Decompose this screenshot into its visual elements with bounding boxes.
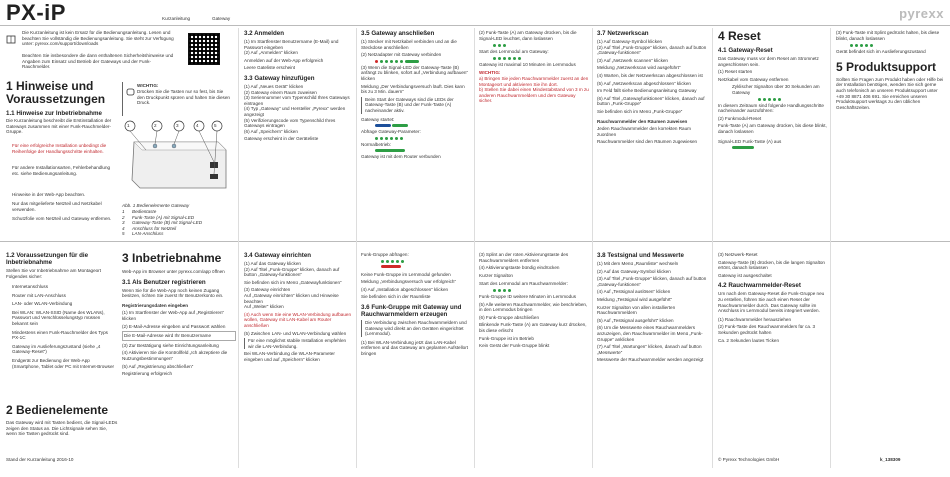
req-item: Gateway im Auslieferungszustand (siehe „4 Gateway-Reset“) <box>12 343 101 355</box>
req-item: Endgerät zur Bedienung der Web-App (Smartphone, Tablet oder PC mit Internet-Browser <box>12 357 115 369</box>
footer-left: Stand der Kurzanleitung 2016-10 <box>6 457 74 462</box>
col-4-top: (2) Funk-Taste (A) am Gateway drücken, bis die Signal-LED leuchtet, dann loslassen Start des Lernmodul am Gateway: Gateway ist maximal 10 Minuten im Lernmodus WICHTIG: a) Bringen Sie jeden Rauchwarnmelder zuerst an den Montageort und aktivieren Sie ihn dort. b) Stellen Sie dabei einen Mindestabstand von 3 m zu anderen Rauchwarnmeldern und dem Gateway sicher. <box>479 30 589 104</box>
bullet-power-supply: Nur das mitgelieferte Netzteil und Netzkabel verwenden. <box>12 201 102 212</box>
req-item: Mindestens einen Funk-Rauchmelder des Typs PX-1C <box>12 329 108 341</box>
doc-id: k_138309 <box>880 457 901 462</box>
section-1-1-title: 1.1 Hinweise zur Inbetriebnahme <box>6 110 102 117</box>
section-5-title: 5 Produktsupport <box>836 59 937 74</box>
doc-title: PX-iP <box>6 0 66 25</box>
req-item: Bei WLAN: WLAN-SSID (Name des WLANs), Passwort und Verschlüsselungstyp müssen bekannt sein <box>12 309 105 326</box>
section-2-text: Das Gateway wird mit Tasten bedient, die Signal-LEDs zeigen den Status an. Die Lichtsignale sehen Sie, wenn Sie Tasten gedrückt sind. <box>6 420 118 437</box>
webapp-bullet: Web-App im Browser unter pyrexx.com/app öffnen <box>122 269 225 274</box>
led-pattern-reset <box>758 98 828 101</box>
section-3-8-title: 3.8 Testsignal und Messwerte <box>597 252 684 259</box>
section-3-title: 3 Inbetriebnahme <box>122 251 222 265</box>
col-1b-right: 3 Inbetriebnahme Web-App im Browser unter pyrexx.com/app öffnen 3.1 Als Benutzer registrieren Wenn Sie für die Web-App noch keinen Zugang besitzen, richten Sie zuerst Ihr Benutzerkonto ein. Registrierungsdaten eingeben (1) Im Startfenster der Web-App auf „Registrieren“ klicken (2) E-Mail-Adresse eingeben und Passwort wählen Die E-Mail-Adresse wird Ihr Benutzername (3) Zur Bestätigung siehe Einrichtungsanleitung (4) Aktivieren Sie die Kontrollfeld „Ich akzeptiere die Nutzungsbestimmungen“ (5) Auf „Registrierung abschließen“ Registrierung erfolgreich <box>122 252 236 377</box>
req-item: Router mit LAN-Anschluss <box>12 292 66 298</box>
col-6-top: 4 Reset 4.1 Gateway-Reset Das Gateway muss vor dem Reset am Stromnetz angeschlossen sein. (1) Reset starten Netzkabel vom Gateway entfernen Zyklischer Signalton über 30 Sekunden am Gateway In diesem Zeitraum sind folgende Handlungsschritte nacheinander auszuführen: (2) Funkmodul-Reset Funk-Taste (A) am Gateway drücken, bis diese blinkt, danach loslassen Signal-LED Funk-Taste (A) aus <box>718 30 828 151</box>
bullet-protective-film: Schutzfolie vom Netzteil und Gateway entfernen. <box>12 216 112 221</box>
pyrexx-logo: pyrexx <box>899 6 944 21</box>
section-3-4-title: 3.4 Gateway einrichten <box>244 252 312 259</box>
col-3-top: 3.5 Gateway anschließen (1) Stecker mit Netzkabel verbinden und an die Steckdose anschließen (2) Netzadapter mit Gateway verbinden (3) Wenn die Signal-LED der Gateway-Taste (B) anfängt zu blinken, sofort auf „Verbindung aufbauen“ klicken Meldung „Der Verbindungsversuch läuft. Dies kann bis zu 3 Min. dauern“ Beim Start der Gateways sind die LEDs der Gateway-Taste (B) und der Funk-Taste (A) nacheinander aktiv. Gateway startet: Abfrage Gateway-Parameter: Normalbetrieb: Gateway ist mit dem Router verbunden <box>361 30 471 160</box>
figure-legend: 1 Bedientaste 2 Funk-Taste (A) mit Signal-LED 3 Gateway-Taste (B) mit Signal-LED 4 Anschluss für Netzteil 5 LAN-Anschluss <box>122 209 203 237</box>
warning-box <box>122 82 233 116</box>
section-1-title: 1 Hinweise und Voraussetzungen <box>6 79 106 106</box>
header-tab-gateway: Gateway <box>212 16 231 21</box>
gateway-figure <box>122 120 232 200</box>
col-7-top: (3) Funk-Taste mit Splint gedrückt halten, bis diese blinkt, danach loslassen Gerät befindet sich im Auslieferungszustand 5 Produktsupport Sollten Sie Fragen zum Produkt haben oder Hilfe bei der Installation benötigen, wenden Sie sich gerne auch telefonisch an unseren Produktsupport unter +49 30 8871 406 691. Sie erreichen unseren Produktsupport werktags zu den üblichen Geschäftszeiten. <box>836 30 944 110</box>
section-1-1-text: Die Kurzanleitung beschreibt die Erstinstallation der Gateways zusammen mit einer Funk-Rauchmelder-Gruppe. <box>6 118 112 135</box>
hand-icon <box>126 83 135 101</box>
req-item: Internetanschluss <box>12 284 49 289</box>
col-3-bottom: Funk-Gruppe abfragen: Keine Funk-Gruppe im Lernmodul gefunden Meldung „Verbindungsversuch war erfolgreich“ (4) Auf „Installation abgeschlossen“ klicken Sie befinden sich in der Raumliste 3.6 Funk-Gruppe mit Gateway und Rauchwarnmeldern erzeugen Die Verbindung zwischen Rauchwarnmeldern und Gateway wird direkt an den Geräten eingerichtet (Lernmodul). (1) Bei WLAN-Verbindung jetzt das LAN-Kabel entfernen und das Gateway am geplanten Aufstellort bringen <box>361 252 471 357</box>
figure-num-4: 4 <box>196 123 199 128</box>
col-5-top: 3.7 Netzwerkscan (1) Auf Gateway-Symbol klicken (2) Auf Titel „Funk-Gruppe“ klicken, danach auf button „Gateway-funktionen“ (3) Auf „Netzwerk scannen“ klicken Meldung „Netzwerkscan wird ausgeführt“ (4) Warten, bis der Netzwerkscan abgeschlossen ist (5) Auf „Netzwerkscan abgeschlossen“ klicken Im Feld fällt siehe Bedienungsanleitung Gateway (6) Auf Titel „Gatewayfunktionen“ klicken, danach auf button „Funk-Gruppe“ Sie befinden sich im Menü „Funk-Gruppe“ Rauchwarnmelder den Räumen zuweisen Jeden Rauchwarnmelder den korrekten Raum zuordnen Rauchwarnmelder sind den Räumen zugewiesen <box>597 30 709 145</box>
col-2-top: 3.2 Anmelden (1) Im Startfenster Benutzername (E-Mail) und Passwort eingeben (2) Auf „Anmelden“ klicken Anmelden auf der Web-App erfolgreich Leere Gateliste erscheint 3.3 Gateway hinzufügen (1) Auf „Neues Gerät“ klicken (2) Gateway einem Raum zuweisen (3) Seriennummer vom Typenschild Ihres Gateways eintragen (4) Typ „Gateway“ und Hersteller „Pyrexx“ werden angezeigt (5) Verifizierungscode vom Typenschild Ihres Gateways eintragen (6) Auf „Speichern“ klicken Gateway erscheint in der Geräteliste <box>244 30 352 142</box>
col-6-bottom: (3) Netzwerk-Reset Gateway-Taste (B) drücken, bis die langen Signalton ertönt, danach loslassen Gateway ist ausgeschaltet 4.2 Rauchwarnmelder-Reset Um nach dem Gateway-Reset die Funk-Gruppe neu zu erstellen, führen Sie auch einen Reset der Rauchwarnmelder durch. Das Gateway sollte im Anschluss im Lernmodul bereits integriert werden. (1) Rauchwarnmelder herausziehen (2) Funk-Taste des Rauchwarnmelders für ca. 3 Sekunden gedrückt halten Ca. 2 Sekunden lautes Ticken <box>718 252 828 343</box>
section-3-7-title: 3.7 Netzwerkscan <box>597 30 649 37</box>
req-item: LAN- oder WLAN-Verbindung <box>12 301 73 307</box>
requirements-list <box>12 284 116 369</box>
led-pattern-factory <box>850 44 944 47</box>
figure-num-1: 1 <box>127 123 130 128</box>
section-3-3-title: 3.3 Gateway hinzufügen <box>244 74 315 82</box>
bullet-install-types: Für andere Installationsarten, Fehlerbehandlung etc. siehe Bedienungsanleitung. <box>12 165 111 176</box>
section-4-2-title: 4.2 Rauchwarnmelder-Reset <box>718 282 801 290</box>
bullet-webapp: Hinweise in der Web-App beachten. <box>12 192 86 197</box>
figure-caption: Abb. 1 Bedienelemente Gateway <box>122 203 190 208</box>
warning-title: WICHTIG: <box>137 83 159 88</box>
section-3-2-title: 3.2 Anmelden <box>244 30 285 37</box>
led-pattern-startup <box>375 124 471 127</box>
led-pattern-smoke-learn <box>493 289 589 292</box>
section-4-title: 4 Reset <box>718 29 761 43</box>
intro-text-2: Beachten Sie insbesondere die dann enthaltenen Sicherheitshinweise und Angaben zum Einsatz und Betrieb der Gateways und der Funk-Rauchmelder. <box>22 53 174 70</box>
figure-num-3: 3 <box>176 123 179 128</box>
figure-num-2: 2 <box>154 123 157 128</box>
led-pattern-learn-gateway <box>493 57 589 60</box>
led-pattern-params <box>375 137 471 140</box>
led-pattern-connect <box>375 60 471 63</box>
col-2-bottom: 3.4 Gateway einrichten (1) Auf das Gateway klicken (2) Auf Titel „Funk-Gruppe“ klicken, danach auf button „Gateway-funktionen“ Sie befinden sich im Menü „Gatewayfunktionen“ (3) Gateway einrichten Auf „Gateway einrichten“ klicken und Hinweise beachten Auf „Weiter“ klicken (4) Auch wenn Sie eine WLAN-Verbindung aufbauen wollen, Gateway mit LAN-Kabel am Router anschließen (5) Zwischen LAN- und WLAN-Verbindung wählen Für eine möglichst stabile Installation empfehlen wir die LAN-Verbindung. Bei WLAN-Verbindung die WLAN-Parameter eingeben und auf „Speichern“ klicken <box>244 252 352 362</box>
section-4-1-title: 4.1 Gateway-Reset <box>718 47 773 54</box>
support-text: Sollten Sie Fragen zum Produkt haben oder Hilfe bei der Installation benötigen, wenden Sie sich gerne auch telefonisch an unseren Produktsupport unter +49 30 8871 406 691. Sie erreichen unseren Produktsupport werktags zu den üblichen Geschäftszeiten. <box>836 76 944 110</box>
led-pattern-normal <box>375 149 471 152</box>
qr-code[interactable] <box>188 33 220 65</box>
led-pattern-funk-red <box>381 265 471 268</box>
section-1-2-title: 1.2 Voraussetzungen für die Inbetriebnahme <box>6 252 89 266</box>
section-1-2-text: Stellen Sie vor Inbetriebnahme am Montageort Folgendes sicher: <box>6 268 101 279</box>
bullet-red-order: Für eine erfolgreiche Installation unbedingt die Reihenfolge der Handlungsschritte einhalten. <box>12 143 107 154</box>
book-icon <box>6 31 18 41</box>
warning-text: Drücken Sie die Tasten nur so fest, bis Sie den Druckpunkt spüren und halten Sie diesen Druck. <box>137 89 230 106</box>
led-pattern-funk-off <box>732 146 828 149</box>
section-3-6-title: 3.6 Funk-Gruppe mit Gateway und Rauchwarnmeldern erzeugen <box>361 303 462 318</box>
led-pattern-learn-a <box>493 44 589 47</box>
section-3-5-title: 3.5 Gateway anschließen <box>361 30 435 37</box>
header-tab-kurzanleitung: Kurzanleitung <box>162 16 191 21</box>
led-pattern-funk-green <box>381 260 471 263</box>
figure-num-5: 5 <box>214 123 217 128</box>
intro-text: Die Kurzanleitung ist kein Ersatz für die Bedienungsanleitung. Lesen und beachten Sie vollständig die Bedienungsanleitung. Sie steht zur Verfügung unter: pyrexx.com/support/downloads <box>22 30 174 47</box>
col-5-bottom: 3.8 Testsignal und Messwerte (1) Mit dem Menü „Raumliste“ wechseln (2) Auf das Gateway-Symbol klicken (3) Auf Titel „Funk-Gruppe“ klicken, danach auf button „Gateway-funktionen“ (4) Auf „Testsignal auslösen“ klicken Meldung „Testsignal wird ausgeführt“ Kurzer Signalton von allen installierten Rauchwarnmeldern (5) Auf „Testsignal ausgeführt“ klicken (6) Um die Messwerte eines Rauchwarnmelders anzuzeigen, den Rauchwarnmelder im Menü „Funk-Gruppe“ anklicken (7) Auf Titel „Wartungen“ klicken, danach auf button „Messwerte“ Messwerte der Rauchwarnmelder werden angezeigt <box>597 252 709 363</box>
footer-right: © Pyrexx Technologies GmbH <box>718 457 780 462</box>
section-3-1-title: 3.1 Als Benutzer registrieren <box>122 278 206 286</box>
section-2-title: 2 Bedienelemente <box>6 403 109 417</box>
col-4-bottom: (3) Splint an der roten Aktivierungstaste des Rauchwarnmelders entfernen (4) Aktivierungstaste bündig eindrücken Kurzer Signalton Start des Lernmodul am Rauchwarnmelder: Funk-Gruppe ID weitere Minuten im Lernmodus (5) Alle weiteren Rauchwarnmelder, wie beschrieben, in den Lernmodus bringen (6) Funk-Gruppe abschließen Blinkende Funk-Taste (A) am Gateway kurz drücken, bis diese erlischt Funk-Gruppe ist im Betrieb Kein Gerät der Funk-Gruppe blinkt <box>479 252 588 349</box>
